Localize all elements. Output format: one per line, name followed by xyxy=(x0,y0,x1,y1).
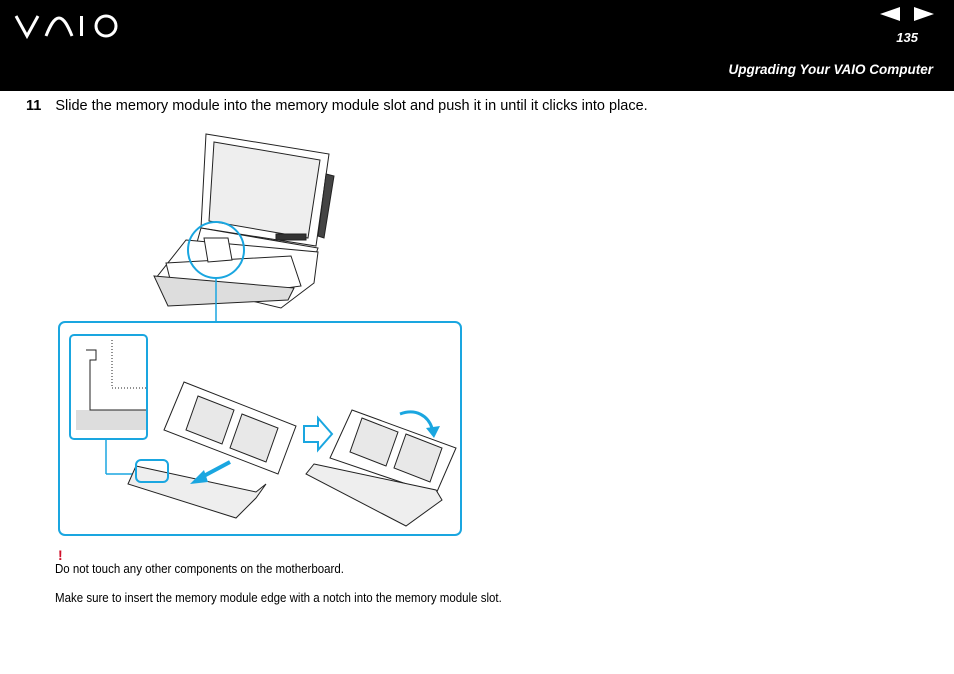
step-number: 11 xyxy=(26,98,42,114)
instruction-step xyxy=(26,98,648,114)
vaio-logo xyxy=(14,12,124,40)
next-page-button[interactable] xyxy=(914,7,934,26)
caution-note: Do not touch any other components on the motherboard. xyxy=(55,562,344,576)
section-title: Upgrading Your VAIO Computer xyxy=(728,62,933,77)
laptop-drawing xyxy=(154,134,334,308)
page-header xyxy=(0,0,954,91)
arrow-left-icon xyxy=(880,7,900,21)
warning-mark: ! xyxy=(58,547,63,563)
tip-note: Make sure to insert the memory module edge with a notch into the memory module slot. xyxy=(55,591,502,605)
previous-page-button[interactable] xyxy=(880,7,900,26)
memory-installation-illustration xyxy=(56,128,466,540)
arrow-right-icon xyxy=(914,7,934,21)
page-number: 135 xyxy=(896,30,918,45)
step-text: Slide the memory module into the memory module slot and push it in until it clicks into place. xyxy=(55,98,648,114)
